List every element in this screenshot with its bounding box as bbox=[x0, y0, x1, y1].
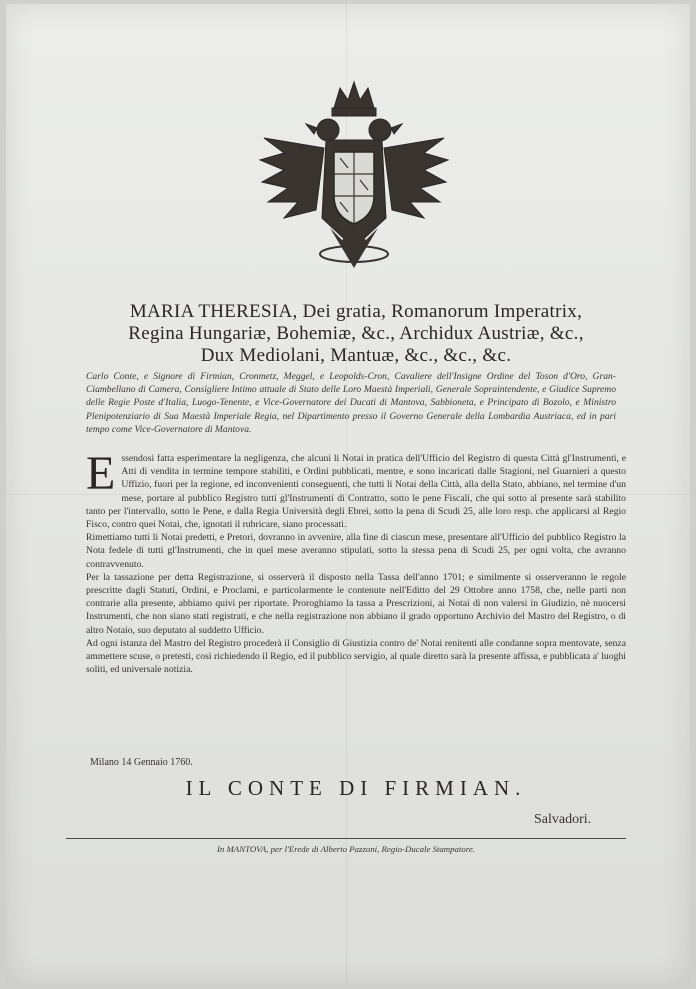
printer-imprint: In MANTOVA, per l'Erede di Alberto Pazzoni, Regio-Ducale Stampatore. bbox=[216, 844, 475, 854]
footer-rule bbox=[66, 838, 626, 839]
drop-cap-letter: E bbox=[86, 447, 116, 500]
edict-paragraph-1-text: ssendosi fatta esperimentare la negligenza, che alcuni li Notai in pratica dell'Ufficio del Registro di questa Città gl'Instrumenti, e Atti di vendita in termine tempore stabiliti, e Ordini pubblicati, mentre, e sono incaricati dalle Stagioni, nel Guarnieri a questo Uffizio, fuori per la regione, ed inconvenienti conseguenti, che tutti li Notai della Città, alla della Stato, abbiano, nel termine d'un mese, portare al pubblico Registro tutti gl'Instrumenti di Contratto, sotto le pene Fiscali, che qui sotto al presente sarà stabilito tanto per l'intervallo, sotto le Pene, e dalla Regia Università degli Ebrei, sotto la pena di Scudi 25, alle loro resp. che applicarsi al Regio Fisco, contro quei Notai, che, ignotati il rubricare, siano processati. bbox=[86, 453, 626, 531]
title-line-3: Dux Mediolani, Mantuæ, &c., &c., &c. bbox=[200, 345, 512, 366]
printed-edict-sheet bbox=[6, 4, 690, 985]
signature-line: IL CONTE DI FIRMIAN. bbox=[185, 776, 527, 800]
edict-paragraph-1 bbox=[86, 447, 626, 531]
habsburg-double-headed-eagle-icon bbox=[254, 78, 454, 278]
edict-paragraph-2: Rimettiamo tutti li Notai predetti, e Pretori, dovranno in avvenire, alla fine di ciascun mese, presentare all'Ufficio del pubblico Registro la Nota fedele di tutti gl'Instrumenti, che in quel mese averanno stipulati, sotto la stessa pena di Scudi 25, per ogni volta, che avranno contravvenuto. bbox=[86, 532, 626, 570]
title-line-2: Regina Hungariæ, Bohemiæ, &c., Archidux Austriæ, &c., bbox=[128, 323, 584, 344]
countersignature: Salvadori. bbox=[534, 812, 592, 827]
edict-paragraph-4: Ad ogni istanza del Mastro del Registro procederà il Consiglio di Giustizia contro de' Notai renitenti alle condanne sopra mentovate, senza ammettere scuse, o pretesti, così richiedendo il Regio, ed il pubblico servigio, al quale diretto sarà la presente affissa, e pubblicata a' luoghi soliti, ed universale notizia. bbox=[86, 637, 626, 676]
title-line-1: MARIA THERESIA, Dei gratia, Romanorum Imperatrix, bbox=[129, 301, 583, 322]
issuer-titles-paragraph: Carlo Conte, e Signore di Firmian, Cronmetz, Meggel, e Leopolds-Cron, Cavaliere dell'Insigne Ordine del Toson d'Oro, Gran-Ciambellano di Camera, Consigliere Intimo attuale di Stato delle Loro Maestà Imperiali, Generale Sopraintendente, e Giudice Supremo delle Regie Poste d'Italia, Luogo-Tenente, e Vice-Governatore dei Ducati di Mantova, Sabbioneta, e Principato di Bozolo, e Ministro Plenipotenziario di Sua Maestà Imperiale Regia, nel Dipartimento presso il Governo Generale della Lombardia Austriaca, ed in pari tempo come Vice-Governatore di Mantova. bbox=[86, 371, 616, 435]
issue-date: Milano 14 Gennaio 1760. bbox=[90, 757, 193, 768]
edict-paragraph-3: Per la tassazione per detta Registrazione, si osserverà il disposto nella Tassa dell'anno 1701; e similmente si osserveranno le regole prescritte dagli Statuti, Ordini, e Proclami, e particolarmente le contenute nell'Editto del 29 Ottobre anno 1758, che, nelle parti non contrarie alla presente, abbiamo quivi per riportate. Proroghiamo la tassa a Prescrizioni, ai Notai di non valersi in Giudizio, nè nuocersi Instrumenti, che non siano stati registrati, e che nella registrazione non abbiano il grado opportuno Archivio del Mastro del Registro, o di altro Notaio, suo deputato al suddetto Ufficio. bbox=[86, 571, 626, 636]
edict-body bbox=[86, 447, 626, 676]
